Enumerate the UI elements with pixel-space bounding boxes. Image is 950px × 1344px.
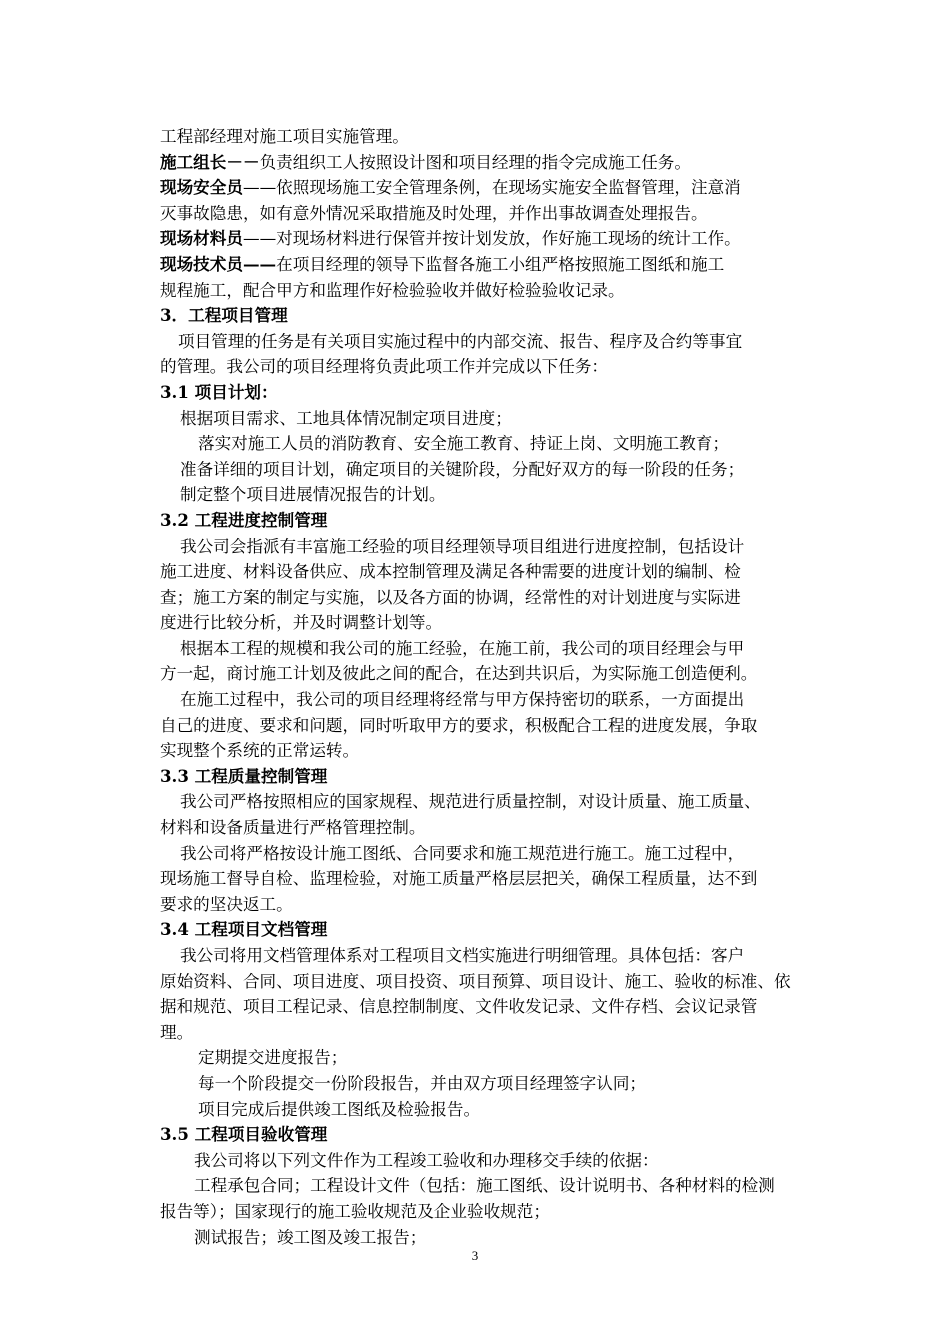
text-line bbox=[160, 1173, 828, 1199]
line-text: 要求的坚决返工。 bbox=[160, 894, 293, 914]
bold-label: 3.2 工程进度控制管理 bbox=[160, 509, 328, 530]
text-line bbox=[160, 1148, 828, 1174]
line-text: 据和规范、项目工程记录、信息控制制度、文件收发记录、文件存档、会议记录管 bbox=[160, 997, 758, 1017]
line-text: 的管理。我公司的项目经理将负责此项工作并完成以下任务： bbox=[160, 357, 609, 377]
line-text: 根据项目需求、工地具体情况制定项目进度； bbox=[180, 408, 512, 428]
text-line bbox=[160, 1097, 828, 1123]
line-text: 项目完成后提供竣工图纸及检验报告。 bbox=[198, 1099, 481, 1119]
line-text: 在施工过程中，我公司的项目经理将经常与甲方保持密切的联系，一方面提出 bbox=[180, 690, 745, 710]
text-line bbox=[160, 457, 828, 483]
text-line bbox=[160, 687, 828, 713]
text-line bbox=[160, 175, 828, 201]
line-text: 我公司会指派有丰富施工经验的项目经理领导项目组进行进度控制，包括设计 bbox=[180, 536, 745, 556]
text-line bbox=[160, 661, 828, 687]
bold-label: 3.5 工程项目验收管理 bbox=[160, 1124, 328, 1145]
line-text: 查；施工方案的制定与实施，以及各方面的协调，经常性的对计划进度与实际进 bbox=[160, 587, 741, 607]
section-heading bbox=[160, 1122, 828, 1148]
line-text: 负责组织工人按照设计图和项目经理的指令完成施工任务。 bbox=[259, 152, 691, 172]
line-text: 项目管理的任务是有关项目实施过程中的内部交流、报告、程序及合约等事宜 bbox=[178, 331, 743, 351]
text-line bbox=[160, 354, 828, 380]
text-line bbox=[160, 1020, 828, 1046]
line-text: 材料和设备质量进行严格管理控制。 bbox=[160, 818, 426, 838]
text-line bbox=[160, 1045, 828, 1071]
line-text: 我公司严格按照相应的国家规程、规范进行质量控制，对设计质量、施工质量、 bbox=[180, 792, 761, 812]
text-line bbox=[160, 866, 828, 892]
line-text: 我公司将用文档管理体系对工程项目文档实施进行明细管理。具体包括：客户 bbox=[180, 946, 745, 965]
line-text: 在项目经理的领导下监督各施工小组严格按照施工图纸和施工 bbox=[276, 254, 725, 274]
document-body bbox=[160, 124, 828, 1250]
line-text: 施工进度、材料设备供应、成本控制管理及满足各种需要的进度计划的编制、检 bbox=[160, 562, 741, 582]
text-line bbox=[160, 1225, 828, 1251]
text-line bbox=[160, 124, 828, 150]
text-line bbox=[160, 892, 828, 918]
text-line bbox=[160, 150, 828, 176]
line-text: 工程承包合同；工程设计文件（包括：施工图纸、设计说明书、各种材料的检测 bbox=[194, 1176, 775, 1196]
text-line bbox=[160, 943, 828, 969]
line-text: 规程施工，配合甲方和监理作好检验验收并做好检验验收记录。 bbox=[160, 280, 625, 300]
text-line bbox=[160, 1199, 828, 1225]
bold-label: 3.3 工程质量控制管理 bbox=[160, 765, 328, 786]
text-line bbox=[160, 406, 828, 432]
line-text: 每一个阶段提交一份阶段报告，并由双方项目经理签字认同； bbox=[198, 1073, 647, 1093]
section-heading bbox=[160, 764, 828, 790]
line-text: 方一起，商讨施工计划及彼此之间的配合，在达到共识后，为实际施工创造便利。 bbox=[160, 664, 758, 684]
bold-label: 3.4 工程项目文档管理 bbox=[160, 919, 328, 940]
line-text: 原始资料、合同、项目进度、项目投资、项目预算、项目设计、施工、验收的标准、依 bbox=[160, 971, 791, 991]
section-heading bbox=[160, 917, 828, 943]
line-text: 实现整个系统的正常运转。 bbox=[160, 741, 360, 761]
line-text: 测试报告；竣工图及竣工报告； bbox=[194, 1227, 427, 1247]
text-line bbox=[160, 278, 828, 304]
line-text: 自己的进度、要求和问题，同时听取甲方的要求，积极配合工程的进度发展，争取 bbox=[160, 715, 758, 735]
bold-label: 现场材料员 bbox=[160, 228, 243, 249]
line-text: 我公司将严格按设计施工图纸、合同要求和施工规范进行施工。施工过程中， bbox=[180, 843, 745, 863]
section-heading bbox=[160, 303, 828, 329]
line-text: 落实对施工人员的消防教育、安全施工教育、持证上岗、文明施工教育； bbox=[198, 434, 729, 454]
line-text: ——对现场材料进行保管并按计划发放，作好施工现场的统计工作。 bbox=[242, 229, 741, 249]
bold-label: 现场安全员 bbox=[160, 177, 243, 198]
bold-label: 施工组长－－ bbox=[160, 151, 260, 172]
line-text: 我公司将以下列文件作为工程竣工验收和办理移交手续的依据： bbox=[194, 1150, 659, 1170]
text-line bbox=[160, 636, 828, 662]
text-line bbox=[160, 534, 828, 560]
line-text: 度进行比较分析，并及时调整计划等。 bbox=[160, 613, 443, 633]
text-line bbox=[160, 815, 828, 841]
line-text: 现场施工督导自检、监理检验，对施工质量严格层层把关，确保工程质量，达不到 bbox=[160, 869, 758, 889]
bold-label: 现场技术员—— bbox=[160, 253, 277, 274]
text-line bbox=[160, 201, 828, 227]
line-text: 准备详细的项目计划，确定项目的关键阶段，分配好双方的每一阶段的任务； bbox=[180, 459, 745, 479]
text-line bbox=[160, 226, 828, 252]
line-text: 定期提交进度报告； bbox=[198, 1048, 348, 1068]
text-line bbox=[160, 252, 828, 278]
text-line bbox=[160, 713, 828, 739]
text-line bbox=[160, 1071, 828, 1097]
section-heading bbox=[160, 380, 828, 406]
text-line bbox=[160, 969, 828, 995]
bold-label: 3.1 项目计划： bbox=[160, 381, 278, 402]
text-line bbox=[160, 585, 828, 611]
text-line bbox=[160, 329, 828, 355]
text-line bbox=[160, 431, 828, 457]
line-text: 根据本工程的规模和我公司的施工经验，在施工前，我公司的项目经理会与甲 bbox=[180, 638, 745, 658]
line-text: 报告等）；国家现行的施工验收规范及企业验收规范； bbox=[160, 1201, 550, 1221]
section-heading bbox=[160, 508, 828, 534]
text-line bbox=[160, 841, 828, 867]
text-line bbox=[160, 738, 828, 764]
line-text: 理。 bbox=[160, 1022, 194, 1042]
text-line bbox=[160, 610, 828, 636]
text-line bbox=[160, 482, 828, 508]
line-text: 制定整个项目进展情况报告的计划。 bbox=[180, 485, 446, 505]
line-text: ——依照现场施工安全管理条例，在现场实施安全监督管理，注意消 bbox=[242, 178, 741, 198]
line-text: 工程部经理对施工项目实施管理。 bbox=[160, 127, 409, 146]
text-line bbox=[160, 789, 828, 815]
page-number: 3 bbox=[471, 1248, 479, 1263]
bold-label: 3．工程项目管理 bbox=[160, 305, 288, 326]
text-line bbox=[160, 994, 828, 1020]
text-line bbox=[160, 559, 828, 585]
line-text: 灭事故隐患，如有意外情况采取措施及时处理，并作出事故调查处理报告。 bbox=[160, 203, 708, 223]
